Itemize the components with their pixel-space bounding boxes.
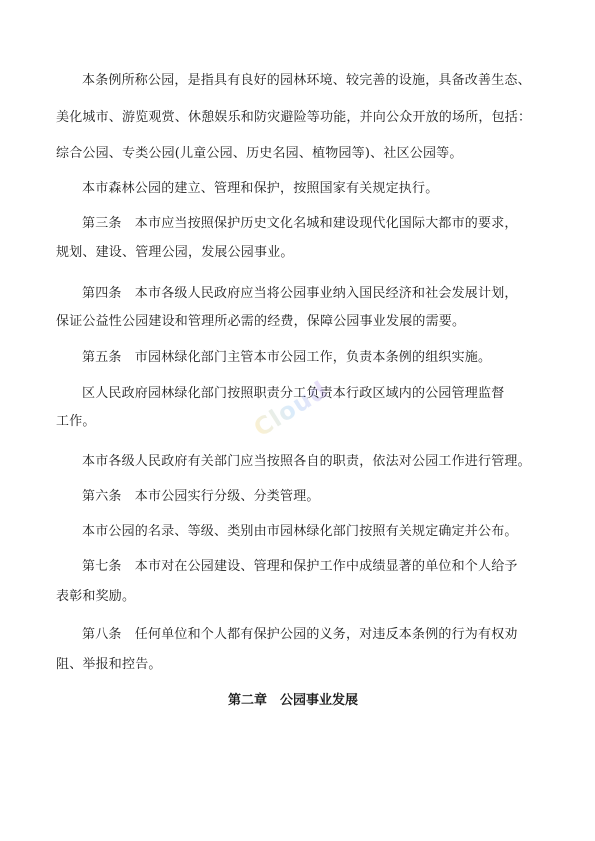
- paragraph-1-line-3: 综合公园、专类公园(儿童公园、历史名园、植物园等)、社区公园等。: [56, 146, 463, 161]
- paragraph-3-line-2: 规划、建设、管理公园，发展公园事业。: [56, 245, 294, 260]
- paragraph-8-line-1: 第六条 本市公园实行分级、分类管理。: [82, 489, 320, 504]
- paragraph-5-line-1: 第五条 市园林绿化部门主管本市公园工作，负责本条例的组织实施。: [82, 350, 492, 365]
- paragraph-7-line-1: 本市各级人民政府有关部门应当按照各自的职责，依法对公园工作进行管理。: [82, 454, 531, 469]
- paragraph-9-line-1: 本市公园的名录、等级、类别由市园林绿化部门按照有关规定确定并公布。: [82, 524, 518, 539]
- paragraph-10-line-2: 表彰和奖励。: [56, 589, 136, 604]
- cloud-watermark: Cloud: [248, 375, 333, 443]
- paragraph-10-line-1: 第七条 本市对在公园建设、管理和保护工作中成绩显著的单位和个人给予: [82, 559, 518, 574]
- paragraph-11-line-1: 第八条 任何单位和个人都有保护公园的义务，对违反本条例的行为有权劝: [82, 627, 518, 642]
- paragraph-1-line-1: 本条例所称公园，是指具有良好的园林环境、较完善的设施，具备改善生态、: [82, 73, 531, 88]
- paragraph-4-line-2: 保证公益性公园建设和管理所必需的经费，保障公园事业发展的需要。: [56, 314, 466, 329]
- paragraph-4-line-1: 第四条 本市各级人民政府应当将公园事业纳入国民经济和社会发展计划，: [82, 286, 518, 301]
- paragraph-6-line-2: 工作。: [56, 414, 96, 429]
- paragraph-2-line-1: 本市森林公园的建立、管理和保护，按照国家有关规定执行。: [82, 181, 439, 196]
- chapter-heading: 第二章 公园事业发展: [228, 693, 359, 708]
- paragraph-3-line-1: 第三条 本市应当按照保护历史文化名城和建设现代化国际大都市的要求，: [82, 216, 518, 231]
- paragraph-1-line-2: 美化城市、游览观赏、休憩娱乐和防灾避险等功能，并向公众开放的场所，包括：: [56, 110, 532, 125]
- paragraph-11-line-2: 阻、举报和控告。: [56, 657, 162, 672]
- paragraph-6-line-1: 区人民政府园林绿化部门按照职责分工负责本行政区域内的公园管理监督: [82, 386, 505, 401]
